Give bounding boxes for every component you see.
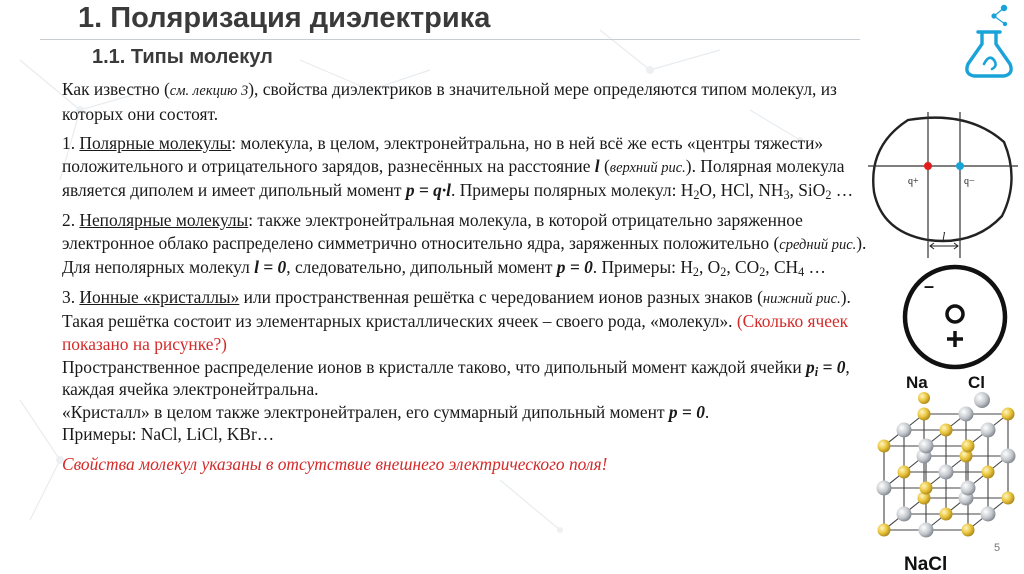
distance-l-label: l bbox=[942, 229, 946, 243]
slide-subtitle: 1.1. Типы молекул bbox=[92, 46, 273, 68]
sodium-ion bbox=[920, 482, 933, 495]
sodium-ion bbox=[940, 508, 953, 521]
crystal-name-label: NaCl bbox=[904, 554, 948, 574]
nucleus-icon bbox=[947, 306, 963, 322]
chlorine-ion bbox=[1001, 449, 1016, 464]
chlorine-ion bbox=[961, 481, 976, 496]
polar-paragraph: 1. Полярные молекулы: молекула, в целом, электронейтральна, но в ней всё же есть «центры тяжести» положительного и отрицательного зарядов, разнесённых на расстояние l (верхний рис.). Полярная молекула является диполем и имеет дипольный момент p = q·l. Примеры полярных молекул: $H_2O$, HCl, $NH_3$, SiO$_2$ … bbox=[62, 133, 854, 203]
chlorine-ion bbox=[981, 507, 996, 522]
sodium-ion bbox=[1002, 492, 1015, 505]
slide-title: 1. Поляризация диэлектрика bbox=[78, 2, 491, 34]
crystal-neutral-paragraph: «Кристалл» в целом также электронейтрален, его суммарный дипольный момент p = 0. bbox=[62, 401, 710, 422]
nonpolar-molecule-figure bbox=[900, 262, 1010, 372]
sodium-ion bbox=[982, 466, 995, 479]
sodium-ion bbox=[898, 466, 911, 479]
nonpolar-term: Неполярные молекулы bbox=[79, 209, 249, 230]
intro-paragraph: Как известно (см. лекцию 3), свойства диэлектриков в значительной мере определяются типом молекул, из которых они состоят. bbox=[62, 79, 837, 124]
nucleus-plus-label: + bbox=[900, 262, 901, 263]
q-plus-label: q+ bbox=[908, 176, 919, 187]
ionic-paragraph: 3. Ионные «кристаллы» или пространственная решётка с чередованием ионов разных знаков (нижний рис.). Такая решётка состоит из элементарных кристаллических ячеек – своего рода, «молекул». (Сколько ячеек показано на рисунке?) bbox=[62, 286, 851, 354]
sodium-ion bbox=[878, 440, 891, 453]
chlorine-ion bbox=[897, 507, 912, 522]
polar-dipole-formula: p = q·l bbox=[405, 180, 452, 201]
chlorine-ion bbox=[939, 465, 954, 480]
chlorine-ion bbox=[877, 481, 892, 496]
sodium-ion bbox=[940, 424, 953, 437]
sodium-ion bbox=[878, 524, 891, 537]
examples-paragraph: Примеры: NaCl, LiCl, KBr… bbox=[62, 424, 275, 445]
ionic-term: Ионные «кристаллы» bbox=[79, 286, 240, 307]
chlorine-ion bbox=[919, 523, 934, 538]
q-minus-label: q− bbox=[964, 176, 975, 187]
sodium-ion bbox=[962, 524, 975, 537]
legend-chlorine-ion bbox=[974, 392, 990, 408]
chlorine-ion bbox=[981, 423, 996, 438]
sodium-ion bbox=[962, 440, 975, 453]
flask-logo-icon bbox=[958, 2, 1020, 82]
title-divider bbox=[40, 39, 860, 40]
sodium-ion bbox=[1002, 408, 1015, 421]
chlorine-ion bbox=[897, 423, 912, 438]
legend-sodium-ion bbox=[918, 392, 930, 404]
cell-count-question: (Сколько ячеек показано на рисунке?) bbox=[62, 311, 849, 354]
sodium-label: Na bbox=[906, 373, 928, 392]
electron-cloud-minus: – bbox=[924, 276, 935, 296]
chlorine-label: Cl bbox=[968, 373, 985, 392]
positive-charge-center bbox=[924, 162, 932, 170]
ion-distribution-paragraph: Пространственное распределение ионов в кристалле таково, что дипольный момент каждой ячейки $p_i = 0$, каждая ячейка электронейтральна. bbox=[62, 356, 850, 400]
page-number: 5 bbox=[994, 542, 1001, 554]
polar-term: Полярные молекулы bbox=[79, 133, 232, 154]
external-field-note: Свойства молекул указаны в отсутствие внешнего электрического поля! bbox=[62, 453, 608, 474]
slide-body bbox=[62, 78, 874, 476]
negative-charge-center bbox=[956, 162, 964, 170]
nonpolar-paragraph: 2. Неполярные молекулы: также электронейтральная молекула, в которой отрицательно заряженное электронное облако распределено симметрично относительно ядра, заряженных положительно (средний рис.). Для неполярных молекул l = 0, следовательно, дипольный момент p = 0. Примеры: $H_2$, $O_2$, $CO_2$, $CH_4$ … bbox=[62, 209, 867, 280]
sodium-ion bbox=[918, 408, 931, 421]
lecture-reference: см. лекцию 3 bbox=[169, 83, 249, 99]
polar-molecule-figure bbox=[868, 112, 1018, 258]
chlorine-ion bbox=[959, 407, 974, 422]
chlorine-ion bbox=[919, 439, 934, 454]
